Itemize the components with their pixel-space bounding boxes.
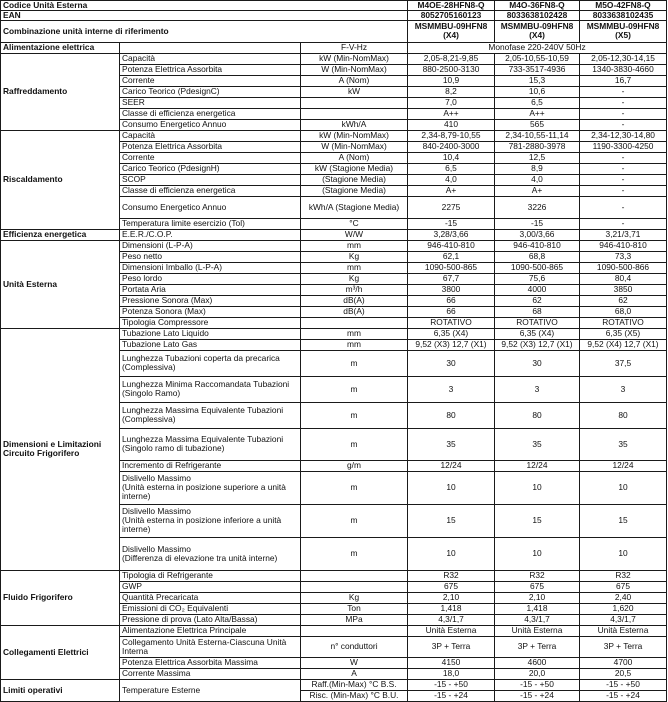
row-value: 4,3/1,7 bbox=[580, 614, 667, 625]
row-value: 2,40 bbox=[580, 592, 667, 603]
row-unit: m bbox=[301, 428, 408, 460]
row-label: Corrente bbox=[120, 152, 301, 163]
row-value: 1090-500-865 bbox=[495, 262, 580, 273]
row-unit bbox=[301, 625, 408, 636]
row-unit bbox=[301, 570, 408, 581]
section-title: Fluido Frigorifero bbox=[1, 570, 120, 625]
table-row bbox=[1, 240, 667, 251]
row-value: 12/24 bbox=[408, 460, 495, 471]
row-label: Capacità bbox=[120, 130, 301, 141]
row-value: 2,34-8,79-10,55 bbox=[408, 130, 495, 141]
row-value: 2,05-12,30-14,15 bbox=[580, 53, 667, 64]
section-title: Alimentazione elettrica bbox=[1, 42, 120, 53]
row-value: 12/24 bbox=[495, 460, 580, 471]
row-value: 35 bbox=[408, 428, 495, 460]
row-label: Tubazione Lato Liquido bbox=[120, 328, 301, 339]
row-value: 68,0 bbox=[580, 306, 667, 317]
section-title: Collegamenti Elettrici bbox=[1, 625, 120, 679]
row-value: 62,1 bbox=[408, 251, 495, 262]
row-unit: g/m bbox=[301, 460, 408, 471]
row-value: 2,05-8,21-9,85 bbox=[408, 53, 495, 64]
row-unit: dB(A) bbox=[301, 306, 408, 317]
header-combo-label: Combinazione unità interne di riferimento bbox=[1, 20, 408, 42]
row-value: 3850 bbox=[580, 284, 667, 295]
row-unit: kWh/A (Stagione Media) bbox=[301, 196, 408, 218]
row-unit: Kg bbox=[301, 592, 408, 603]
row-label: Corrente bbox=[120, 75, 301, 86]
row-value: 3 bbox=[495, 376, 580, 402]
row-value: 62 bbox=[580, 295, 667, 306]
row-value: 20,5 bbox=[580, 668, 667, 679]
row-unit: kWh/A bbox=[301, 119, 408, 130]
row-value: 2,10 bbox=[408, 592, 495, 603]
row-value: 10,4 bbox=[408, 152, 495, 163]
row-unit: mm bbox=[301, 240, 408, 251]
row-label: Pressione Sonora (Max) bbox=[120, 295, 301, 306]
row-label: Classe di efficienza energetica bbox=[120, 108, 301, 119]
row-label: Lunghezza Massima Equivalente Tubazioni (Complessiva) bbox=[120, 402, 301, 428]
row-unit: Risc. (Min-Max) °C B.U. bbox=[301, 690, 408, 701]
row-unit: mm bbox=[301, 328, 408, 339]
row-value: Unità Esterna bbox=[495, 625, 580, 636]
row-value: 18,0 bbox=[408, 668, 495, 679]
row-value: R32 bbox=[408, 570, 495, 581]
row-value: 4700 bbox=[580, 657, 667, 668]
row-value: -15 bbox=[408, 218, 495, 229]
row-value: 80 bbox=[408, 402, 495, 428]
row-label: Peso lordo bbox=[120, 273, 301, 284]
row-value: 1090-500-865 bbox=[408, 262, 495, 273]
row-value: - bbox=[580, 163, 667, 174]
row-value: 3,00/3,66 bbox=[495, 229, 580, 240]
row-value: 9,52 (X3) 12,7 (X1) bbox=[408, 339, 495, 350]
row-unit: W bbox=[301, 657, 408, 668]
row-value: 946-410-810 bbox=[495, 240, 580, 251]
row-unit: A bbox=[301, 668, 408, 679]
row-value: 10 bbox=[495, 471, 580, 504]
header-code-label: Codice Unità Esterna bbox=[1, 1, 408, 11]
section-title: Unità Esterna bbox=[1, 240, 120, 328]
row-value: 7,0 bbox=[408, 97, 495, 108]
row-value: 68 bbox=[495, 306, 580, 317]
row-label: Dimensioni Imballo (L-P-A) bbox=[120, 262, 301, 273]
model-ean: 8033638102435 bbox=[580, 10, 667, 20]
row-value: 3 bbox=[580, 376, 667, 402]
row-value: - bbox=[580, 185, 667, 196]
row-value: 73,3 bbox=[580, 251, 667, 262]
row-value: A+ bbox=[495, 185, 580, 196]
row-unit: Kg bbox=[301, 273, 408, 284]
row-value: 3800 bbox=[408, 284, 495, 295]
row-value: 3 bbox=[408, 376, 495, 402]
row-unit: W (Min-NomMax) bbox=[301, 141, 408, 152]
row-value: - bbox=[580, 108, 667, 119]
row-value: - bbox=[580, 119, 667, 130]
model-code: M4OE-28HFN8-Q bbox=[408, 1, 495, 11]
row-value: 2,34-10,55-11,14 bbox=[495, 130, 580, 141]
row-label: GWP bbox=[120, 581, 301, 592]
row-value: 3P + Terra bbox=[408, 636, 495, 657]
row-value: 12,5 bbox=[495, 152, 580, 163]
row-value: 3226 bbox=[495, 196, 580, 218]
row-label: Consumo Energetico Annuo bbox=[120, 119, 301, 130]
table-row bbox=[1, 42, 667, 53]
row-value: 675 bbox=[580, 581, 667, 592]
row-value: 20,0 bbox=[495, 668, 580, 679]
row-unit: (Stagione Media) bbox=[301, 185, 408, 196]
row-unit: Raff.(Min-Max) °C B.S. bbox=[301, 679, 408, 690]
section-title: Raffreddamento bbox=[1, 53, 120, 130]
row-label: Potenza Sonora (Max) bbox=[120, 306, 301, 317]
row-value: - bbox=[580, 152, 667, 163]
row-value: 410 bbox=[408, 119, 495, 130]
row-label: Lunghezza Minima Raccomandata Tubazioni (Singolo Ramo) bbox=[120, 376, 301, 402]
row-label: Capacità bbox=[120, 53, 301, 64]
row-value: 10,6 bbox=[495, 86, 580, 97]
row-unit bbox=[301, 108, 408, 119]
row-unit bbox=[301, 317, 408, 328]
row-value: 4,3/1,7 bbox=[495, 614, 580, 625]
row-value: 35 bbox=[495, 428, 580, 460]
row-unit: F-V-Hz bbox=[301, 42, 408, 53]
row-value: 80 bbox=[580, 402, 667, 428]
row-value: - bbox=[580, 86, 667, 97]
row-unit: Ton bbox=[301, 603, 408, 614]
row-value: ROTATIVO bbox=[408, 317, 495, 328]
row-value: 30 bbox=[495, 350, 580, 376]
row-unit: °C bbox=[301, 218, 408, 229]
row-label: Dislivello Massimo (Differenza di elevazione tra unità interne) bbox=[120, 537, 301, 570]
row-value: 3P + Terra bbox=[495, 636, 580, 657]
row-label: Incremento di Refrigerante bbox=[120, 460, 301, 471]
row-value: A++ bbox=[408, 108, 495, 119]
table-row bbox=[1, 53, 667, 64]
row-unit: n° conduttori bbox=[301, 636, 408, 657]
row-value: -15 - +24 bbox=[408, 690, 495, 701]
row-value: 3,28/3,66 bbox=[408, 229, 495, 240]
row-unit: W (Min-NomMax) bbox=[301, 64, 408, 75]
row-value: 4000 bbox=[495, 284, 580, 295]
row-value: 37,5 bbox=[580, 350, 667, 376]
row-value: 6,5 bbox=[408, 163, 495, 174]
row-value: 565 bbox=[495, 119, 580, 130]
row-value: 10 bbox=[408, 471, 495, 504]
row-value: Unità Esterna bbox=[408, 625, 495, 636]
row-value: 6,35 (X4) bbox=[408, 328, 495, 339]
row-value: 4150 bbox=[408, 657, 495, 668]
row-label: Lunghezza Massima Equivalente Tubazioni (Singolo ramo di tubazione) bbox=[120, 428, 301, 460]
row-value: 10 bbox=[580, 471, 667, 504]
row-value: R32 bbox=[495, 570, 580, 581]
model-code: M5O-42FN8-Q bbox=[580, 1, 667, 11]
row-value: - bbox=[580, 218, 667, 229]
model-ean: 8052705160123 bbox=[408, 10, 495, 20]
row-value: 68,8 bbox=[495, 251, 580, 262]
row-value: 15 bbox=[580, 504, 667, 537]
row-unit: m bbox=[301, 504, 408, 537]
row-value: 16,7 bbox=[580, 75, 667, 86]
row-value: 80,4 bbox=[580, 273, 667, 284]
row-value: 675 bbox=[408, 581, 495, 592]
row-value: 6,35 (X4) bbox=[495, 328, 580, 339]
row-label: Temperature Esterne bbox=[120, 679, 301, 701]
row-value: 67,7 bbox=[408, 273, 495, 284]
row-value: 2,34-12,30-14,80 bbox=[580, 130, 667, 141]
row-value: 1,620 bbox=[580, 603, 667, 614]
row-unit: m bbox=[301, 471, 408, 504]
row-value: A++ bbox=[495, 108, 580, 119]
row-unit: A (Nom) bbox=[301, 75, 408, 86]
row-label: Consumo Energetico Annuo bbox=[120, 196, 301, 218]
spec-table-body bbox=[1, 1, 667, 702]
row-value: 946-410-810 bbox=[408, 240, 495, 251]
row-label: Temperatura limite esercizio (Tol) bbox=[120, 218, 301, 229]
row-value: 10 bbox=[408, 537, 495, 570]
row-label: SCOP bbox=[120, 174, 301, 185]
row-value: 880-2500-3130 bbox=[408, 64, 495, 75]
row-value: - bbox=[580, 196, 667, 218]
row-value: 15 bbox=[495, 504, 580, 537]
row-label: Corrente Massima bbox=[120, 668, 301, 679]
row-unit bbox=[301, 581, 408, 592]
row-label: Alimentazione Elettrica Principale bbox=[120, 625, 301, 636]
row-value: 733-3517-4936 bbox=[495, 64, 580, 75]
row-label: Tipologia Compressore bbox=[120, 317, 301, 328]
row-unit: m bbox=[301, 350, 408, 376]
row-value: A+ bbox=[408, 185, 495, 196]
row-unit: kW (Min-NomMax) bbox=[301, 53, 408, 64]
row-label: Classe di efficienza energetica bbox=[120, 185, 301, 196]
row-value: 946-410-810 bbox=[580, 240, 667, 251]
row-value: -15 - +50 bbox=[580, 679, 667, 690]
row-label: Portata Aria bbox=[120, 284, 301, 295]
row-value: 4,0 bbox=[495, 174, 580, 185]
row-value: 2,10 bbox=[495, 592, 580, 603]
row-value: 6,5 bbox=[495, 97, 580, 108]
row-value: 10,9 bbox=[408, 75, 495, 86]
section-title: Limiti operativi bbox=[1, 679, 120, 701]
row-value: 10 bbox=[495, 537, 580, 570]
row-label: Quantità Precaricata bbox=[120, 592, 301, 603]
row-label: Tubazione Lato Gas bbox=[120, 339, 301, 350]
row-label: Dislivello Massimo (Unità esterna in posizione inferiore a unità interne) bbox=[120, 504, 301, 537]
row-unit: m³/h bbox=[301, 284, 408, 295]
row-label: Peso netto bbox=[120, 251, 301, 262]
row-value: 35 bbox=[580, 428, 667, 460]
row-unit: W/W bbox=[301, 229, 408, 240]
section-title: Efficienza energetica bbox=[1, 229, 120, 240]
row-unit: kW bbox=[301, 86, 408, 97]
row-unit: m bbox=[301, 537, 408, 570]
row-value: -15 - +50 bbox=[408, 679, 495, 690]
row-value: 66 bbox=[408, 306, 495, 317]
row-value: 9,52 (X4) 12,7 (X1) bbox=[580, 339, 667, 350]
row-label: Potenza Elettrica Assorbita bbox=[120, 64, 301, 75]
table-row bbox=[1, 679, 667, 690]
table-row bbox=[1, 229, 667, 240]
model-combo: MSMMBU-09HFN8 (X4) bbox=[495, 20, 580, 42]
header-ean-label: EAN bbox=[1, 10, 408, 20]
row-value: 2,05-10,55-10,59 bbox=[495, 53, 580, 64]
row-value: Unità Esterna bbox=[580, 625, 667, 636]
row-value: 1,418 bbox=[408, 603, 495, 614]
row-label: Potenza Elettrica Assorbita bbox=[120, 141, 301, 152]
row-unit bbox=[301, 97, 408, 108]
row-value: 1340-3830-4660 bbox=[580, 64, 667, 75]
row-value: 1090-500-866 bbox=[580, 262, 667, 273]
row-unit: kW (Stagione Media) bbox=[301, 163, 408, 174]
row-value: 8,9 bbox=[495, 163, 580, 174]
row-value: 6,35 (X5) bbox=[580, 328, 667, 339]
row-unit: (Stagione Media) bbox=[301, 174, 408, 185]
row-value: 10 bbox=[580, 537, 667, 570]
row-label: SEER bbox=[120, 97, 301, 108]
model-combo: MSMMBU-09HFN8 (X5) bbox=[580, 20, 667, 42]
row-unit: Kg bbox=[301, 251, 408, 262]
row-value: R32 bbox=[580, 570, 667, 581]
row-unit: kW (Min-NomMax) bbox=[301, 130, 408, 141]
row-value: -15 - +24 bbox=[580, 690, 667, 701]
row-unit: m bbox=[301, 402, 408, 428]
row-value: Monofase 220-240V 50Hz bbox=[408, 42, 667, 53]
row-label: Emissioni di CO₂ Equivalenti bbox=[120, 603, 301, 614]
row-label: Potenza Elettrica Assorbita Massima bbox=[120, 657, 301, 668]
row-unit: dB(A) bbox=[301, 295, 408, 306]
row-unit: MPa bbox=[301, 614, 408, 625]
table-row bbox=[1, 130, 667, 141]
row-value: 12/24 bbox=[580, 460, 667, 471]
section-title: Dimensioni e Limitazioni Circuito Frigorifero bbox=[1, 328, 120, 570]
section-title: Riscaldamento bbox=[1, 130, 120, 229]
row-value: 3P + Terra bbox=[580, 636, 667, 657]
row-label: Tipologia di Refrigerante bbox=[120, 570, 301, 581]
table-row bbox=[1, 328, 667, 339]
row-unit: m bbox=[301, 376, 408, 402]
row-label: Carico Teorico (PdesignC) bbox=[120, 86, 301, 97]
table-row bbox=[1, 625, 667, 636]
row-label: Dimensioni (L-P-A) bbox=[120, 240, 301, 251]
row-label: Pressione di prova (Lato Alta/Bassa) bbox=[120, 614, 301, 625]
row-value: - bbox=[580, 97, 667, 108]
row-unit: A (Nom) bbox=[301, 152, 408, 163]
row-value: 675 bbox=[495, 581, 580, 592]
row-value: 4600 bbox=[495, 657, 580, 668]
row-value: 4,0 bbox=[408, 174, 495, 185]
row-unit: mm bbox=[301, 262, 408, 273]
model-ean: 8033638102428 bbox=[495, 10, 580, 20]
model-combo: MSMMBU-09HFN8 (X4) bbox=[408, 20, 495, 42]
row-value: 62 bbox=[495, 295, 580, 306]
row-value: 8,2 bbox=[408, 86, 495, 97]
row-label: Collegamento Unità Esterna-Ciascuna Unità Interna bbox=[120, 636, 301, 657]
model-code: M4O-36FN8-Q bbox=[495, 1, 580, 11]
row-value: ROTATIVO bbox=[495, 317, 580, 328]
row-value: -15 - +24 bbox=[495, 690, 580, 701]
row-label: Carico Teorico (PdesignH) bbox=[120, 163, 301, 174]
row-value: 3,21/3,71 bbox=[580, 229, 667, 240]
row-label: Dislivello Massimo (Unità esterna in posizione superiore a unità interne) bbox=[120, 471, 301, 504]
row-value: ROTATIVO bbox=[580, 317, 667, 328]
row-label: Lunghezza Tubazioni coperta da precarica (Complessiva) bbox=[120, 350, 301, 376]
row-value: 1,418 bbox=[495, 603, 580, 614]
row-value: 1190-3300-4250 bbox=[580, 141, 667, 152]
row-value: 15,3 bbox=[495, 75, 580, 86]
row-value: -15 bbox=[495, 218, 580, 229]
row-unit: mm bbox=[301, 339, 408, 350]
row-value: 840-2400-3000 bbox=[408, 141, 495, 152]
row-value: - bbox=[580, 174, 667, 185]
row-value: 781-2880-3978 bbox=[495, 141, 580, 152]
table-row bbox=[1, 570, 667, 581]
row-value: 9,52 (X3) 12,7 (X1) bbox=[495, 339, 580, 350]
row-label: E.E.R./C.O.P. bbox=[120, 229, 301, 240]
row-label bbox=[120, 42, 301, 53]
row-value: 30 bbox=[408, 350, 495, 376]
row-value: 2275 bbox=[408, 196, 495, 218]
row-value: -15 - +50 bbox=[495, 679, 580, 690]
row-value: 80 bbox=[495, 402, 580, 428]
row-value: 4,3/1,7 bbox=[408, 614, 495, 625]
row-value: 75,6 bbox=[495, 273, 580, 284]
row-value: 15 bbox=[408, 504, 495, 537]
row-value: 66 bbox=[408, 295, 495, 306]
